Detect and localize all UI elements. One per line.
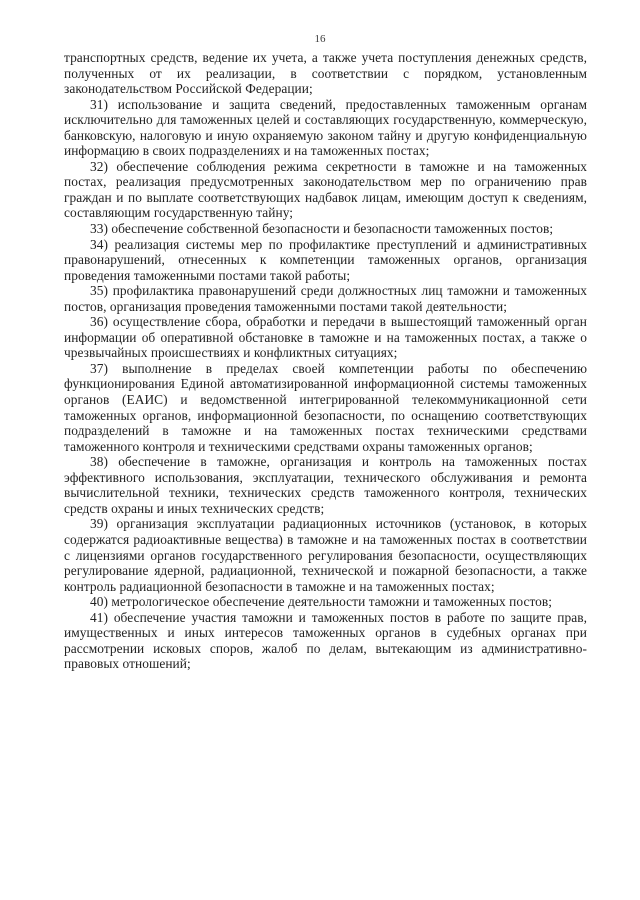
paragraph-item-36: 36) осуществление сбора, обработки и передачи в вышестоящий таможенный орган информации об оперативной обстановке в таможне и на таможенных постах, а также о чрезвычайных происшествиях и конфликтных ситуациях; (64, 314, 587, 361)
paragraph-item-35: 35) профилактика правонарушений среди должностных лиц таможни и таможенных постов, организация проведения таможенными постами такой деятельности; (64, 283, 587, 314)
paragraph-item-39: 39) организация эксплуатации радиационных источников (установок, в которых содержатся радиоактивные вещества) в таможне и на таможенных постах в соответствии с лицензиями органов государственного регулирования безопасности, осуществляющих регулирование ядерной, радиационной, технической и пожарной безопасности, а также контроль радиационной безопасности в таможне и на таможенных постах; (64, 516, 587, 594)
paragraph-item-41: 41) обеспечение участия таможни и таможенных постов в работе по защите прав, имущественных и иных интересов таможенных органов в судебных органах при рассмотрении исковых споров, жалоб по делам, вытекающим из административно-правовых отношений; (64, 609, 587, 672)
document-body (64, 50, 587, 672)
paragraph-item-37: 37) выполнение в пределах своей компетенции работы по обеспечению функционирования Единой автоматизированной информационной системы таможенных органов (ЕАИС) и ведомственной интегрированной телекоммуникационной сети таможенных органов, информационной безопасности, по оснащению соответствующих подразделений в таможне и на таможенных постах техническими средствами таможенного контроля и техническими средствами охраны таможенных органов; (64, 360, 587, 454)
paragraph-item-32: 32) обеспечение соблюдения режима секретности в таможне и на таможенных постах, реализация предусмотренных законодательством мер по ограничению прав граждан и по выплате соответствующих надбавок лицам, имеющим доступ к сведениям, составляющим государственную тайну; (64, 158, 587, 221)
paragraph-item-34: 34) реализация системы мер по профилактике преступлений и административных правонарушений, отнесенных к компетенции таможенных органов, организация проведения таможенными постами такой работы; (64, 236, 587, 283)
paragraph-item-40: 40) метрологическое обеспечение деятельности таможни и таможенных постов; (90, 594, 553, 610)
page-number: 16 (314, 33, 326, 45)
paragraph-continuation: транспортных средств, ведение их учета, а также учета поступления денежных средств, полученных от их реализации, в соответствии с порядком, установленным законодательством Российской Федерации; (64, 50, 587, 97)
paragraph-item-31: 31) использование и защита сведений, предоставленных таможенным органам исключительно для таможенных целей и составляющих государственную, коммерческую, банковскую, налоговую и иную охраняемую законом тайну и другую конфиденциальную информацию в своих подразделениях и на таможенных постах; (64, 96, 587, 159)
paragraph-item-33: 33) обеспечение собственной безопасности и безопасности таможенных постов; (90, 221, 554, 237)
paragraph-item-38: 38) обеспечение в таможне, организация и контроль на таможенных постах эффективного использования, эксплуатации, технического обслуживания и ремонта вычислительной техники, технических средств таможенного контроля, технических средств охраны и иных технических средств; (64, 454, 587, 516)
